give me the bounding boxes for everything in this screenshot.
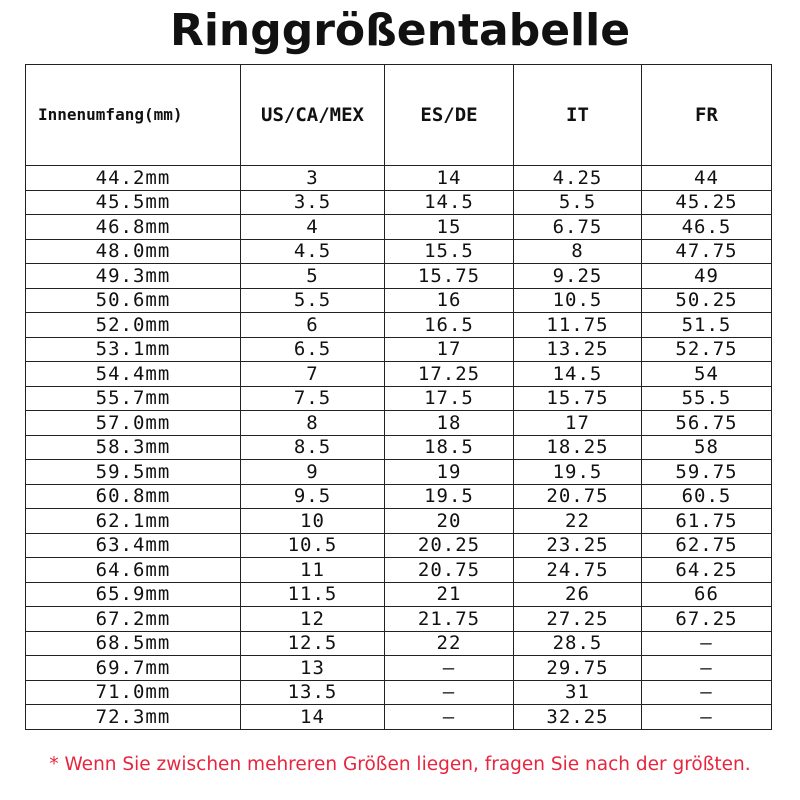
cell-it: 26 [514, 582, 642, 607]
cell-it: 9.25 [514, 264, 642, 289]
cell-it: 11.75 [514, 313, 642, 338]
cell-es-de: 20.75 [385, 558, 514, 583]
cell-fr: 64.25 [642, 558, 772, 583]
cell-it: 4.25 [514, 166, 642, 191]
table-row [26, 288, 772, 313]
cell-it: 31 [514, 680, 642, 705]
cell-fr: 56.75 [642, 411, 772, 436]
table-row [26, 582, 772, 607]
cell-it: 6.75 [514, 215, 642, 240]
cell-it: 22 [514, 509, 642, 534]
cell-inner-circumference: 64.6mm [26, 558, 241, 583]
table-row [26, 264, 772, 289]
cell-inner-circumference: 58.3mm [26, 435, 241, 460]
cell-us-ca-mex: 3.5 [241, 190, 385, 215]
cell-inner-circumference: 49.3mm [26, 264, 241, 289]
header-es-de: ES/DE [385, 65, 514, 166]
cell-fr: 50.25 [642, 288, 772, 313]
table-row [26, 313, 772, 338]
cell-it: 13.25 [514, 337, 642, 362]
cell-inner-circumference: 54.4mm [26, 362, 241, 387]
cell-us-ca-mex: 7 [241, 362, 385, 387]
cell-es-de: 14 [385, 166, 514, 191]
cell-us-ca-mex: 12.5 [241, 631, 385, 656]
cell-es-de: 18.5 [385, 435, 514, 460]
table-row [26, 558, 772, 583]
table-row [26, 656, 772, 681]
cell-inner-circumference: 63.4mm [26, 533, 241, 558]
cell-it: 10.5 [514, 288, 642, 313]
cell-it: 18.25 [514, 435, 642, 460]
cell-inner-circumference: 65.9mm [26, 582, 241, 607]
header-fr: FR [642, 65, 772, 166]
cell-fr: – [642, 705, 772, 730]
cell-fr: – [642, 631, 772, 656]
cell-fr: 44 [642, 166, 772, 191]
cell-fr: 61.75 [642, 509, 772, 534]
cell-es-de: – [385, 656, 514, 681]
cell-it: 27.25 [514, 607, 642, 632]
header-it: IT [514, 65, 642, 166]
cell-it: 29.75 [514, 656, 642, 681]
cell-es-de: 17.25 [385, 362, 514, 387]
cell-fr: 67.25 [642, 607, 772, 632]
cell-es-de: 16 [385, 288, 514, 313]
cell-inner-circumference: 50.6mm [26, 288, 241, 313]
cell-inner-circumference: 52.0mm [26, 313, 241, 338]
table-header-row [26, 65, 772, 166]
cell-it: 17 [514, 411, 642, 436]
cell-fr: 55.5 [642, 386, 772, 411]
cell-inner-circumference: 44.2mm [26, 166, 241, 191]
cell-es-de: 14.5 [385, 190, 514, 215]
cell-us-ca-mex: 8.5 [241, 435, 385, 460]
cell-inner-circumference: 71.0mm [26, 680, 241, 705]
cell-fr: – [642, 656, 772, 681]
table-body [26, 166, 772, 730]
cell-it: 24.75 [514, 558, 642, 583]
cell-es-de: 17 [385, 337, 514, 362]
cell-us-ca-mex: 11 [241, 558, 385, 583]
cell-us-ca-mex: 4 [241, 215, 385, 240]
cell-es-de: 17.5 [385, 386, 514, 411]
cell-inner-circumference: 57.0mm [26, 411, 241, 436]
table-row [26, 509, 772, 534]
cell-us-ca-mex: 7.5 [241, 386, 385, 411]
table-row [26, 631, 772, 656]
header-us-ca-mex: US/CA/MEX [241, 65, 385, 166]
table-row [26, 533, 772, 558]
cell-es-de: 19 [385, 460, 514, 485]
cell-es-de: 16.5 [385, 313, 514, 338]
cell-inner-circumference: 59.5mm [26, 460, 241, 485]
cell-fr: – [642, 680, 772, 705]
cell-fr: 59.75 [642, 460, 772, 485]
cell-es-de: 15.75 [385, 264, 514, 289]
cell-us-ca-mex: 9 [241, 460, 385, 485]
cell-us-ca-mex: 10 [241, 509, 385, 534]
table-row [26, 166, 772, 191]
table-row [26, 386, 772, 411]
cell-us-ca-mex: 13 [241, 656, 385, 681]
cell-it: 20.75 [514, 484, 642, 509]
cell-es-de: 21.75 [385, 607, 514, 632]
cell-us-ca-mex: 3 [241, 166, 385, 191]
cell-es-de: 20 [385, 509, 514, 534]
cell-it: 15.75 [514, 386, 642, 411]
cell-fr: 45.25 [642, 190, 772, 215]
cell-fr: 49 [642, 264, 772, 289]
cell-es-de: 18 [385, 411, 514, 436]
cell-us-ca-mex: 6.5 [241, 337, 385, 362]
cell-fr: 66 [642, 582, 772, 607]
cell-us-ca-mex: 6 [241, 313, 385, 338]
cell-us-ca-mex: 4.5 [241, 239, 385, 264]
cell-it: 5.5 [514, 190, 642, 215]
cell-fr: 46.5 [642, 215, 772, 240]
cell-us-ca-mex: 13.5 [241, 680, 385, 705]
cell-us-ca-mex: 11.5 [241, 582, 385, 607]
ring-size-table [25, 64, 772, 730]
table-row [26, 239, 772, 264]
cell-inner-circumference: 53.1mm [26, 337, 241, 362]
cell-fr: 51.5 [642, 313, 772, 338]
cell-inner-circumference: 60.8mm [26, 484, 241, 509]
cell-us-ca-mex: 14 [241, 705, 385, 730]
size-advice-note: * Wenn Sie zwischen mehreren Größen liegen, fragen Sie nach der größten. [49, 754, 751, 775]
cell-inner-circumference: 69.7mm [26, 656, 241, 681]
table-row [26, 460, 772, 485]
table-row [26, 607, 772, 632]
table-row [26, 484, 772, 509]
table-row [26, 362, 772, 387]
cell-it: 32.25 [514, 705, 642, 730]
table-row [26, 190, 772, 215]
cell-it: 14.5 [514, 362, 642, 387]
cell-inner-circumference: 45.5mm [26, 190, 241, 215]
cell-it: 8 [514, 239, 642, 264]
table-row [26, 337, 772, 362]
cell-es-de: 15 [385, 215, 514, 240]
cell-es-de: 21 [385, 582, 514, 607]
table-row [26, 215, 772, 240]
cell-es-de: 19.5 [385, 484, 514, 509]
cell-fr: 54 [642, 362, 772, 387]
cell-us-ca-mex: 10.5 [241, 533, 385, 558]
cell-es-de: 20.25 [385, 533, 514, 558]
cell-us-ca-mex: 9.5 [241, 484, 385, 509]
table-row [26, 705, 772, 730]
cell-inner-circumference: 67.2mm [26, 607, 241, 632]
cell-it: 19.5 [514, 460, 642, 485]
page-title: Ringgrößentabelle [169, 5, 631, 56]
cell-inner-circumference: 62.1mm [26, 509, 241, 534]
cell-us-ca-mex: 5 [241, 264, 385, 289]
cell-fr: 58 [642, 435, 772, 460]
cell-inner-circumference: 48.0mm [26, 239, 241, 264]
cell-it: 23.25 [514, 533, 642, 558]
cell-inner-circumference: 68.5mm [26, 631, 241, 656]
cell-fr: 52.75 [642, 337, 772, 362]
cell-es-de: 22 [385, 631, 514, 656]
table-row [26, 435, 772, 460]
cell-es-de: – [385, 680, 514, 705]
cell-us-ca-mex: 12 [241, 607, 385, 632]
cell-fr: 62.75 [642, 533, 772, 558]
cell-it: 28.5 [514, 631, 642, 656]
table-row [26, 680, 772, 705]
header-inner-circumference: Innenumfang(mm) [26, 65, 241, 166]
cell-us-ca-mex: 5.5 [241, 288, 385, 313]
cell-us-ca-mex: 8 [241, 411, 385, 436]
cell-inner-circumference: 72.3mm [26, 705, 241, 730]
cell-fr: 47.75 [642, 239, 772, 264]
cell-inner-circumference: 46.8mm [26, 215, 241, 240]
cell-inner-circumference: 55.7mm [26, 386, 241, 411]
cell-fr: 60.5 [642, 484, 772, 509]
cell-es-de: – [385, 705, 514, 730]
cell-es-de: 15.5 [385, 239, 514, 264]
table-row [26, 411, 772, 436]
